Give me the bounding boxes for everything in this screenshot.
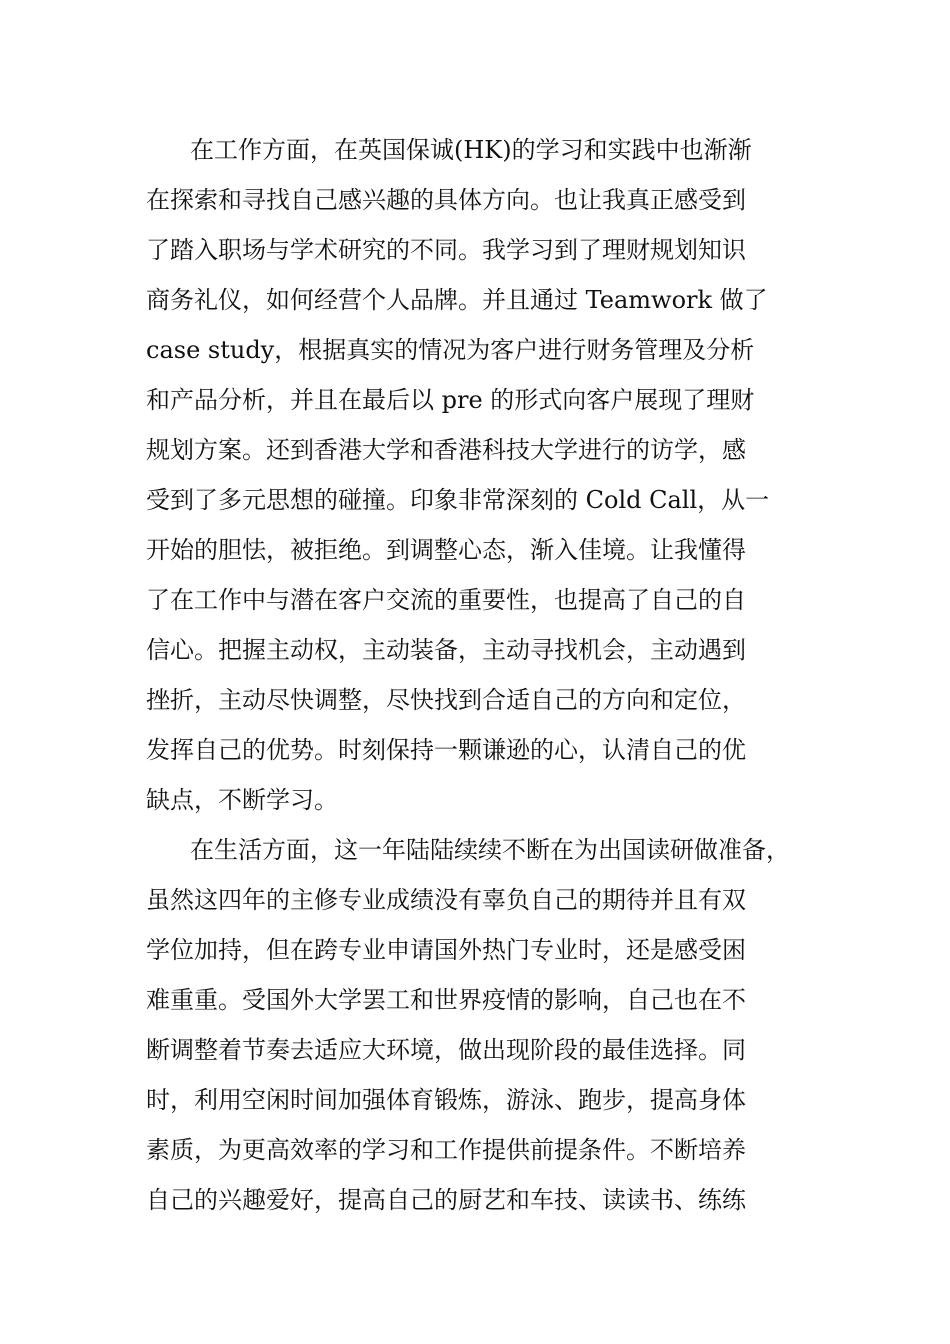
text-line: case study，根据真实的情况为客户进行财务管理及分析: [146, 336, 755, 364]
text-line: 受到了多元思想的碰撞。印象非常深刻的 Cold Call，从一: [146, 486, 770, 514]
paragraph-life: [146, 825, 810, 1225]
text-line: 在生活方面，这一年陆陆续续不断在为出国读研做准备，: [190, 836, 790, 864]
text-line: 和产品分析，并且在最后以 pre 的形式向客户展现了理财: [146, 386, 755, 414]
text-line: 在工作方面，在英国保诚(HK)的学习和实践中也渐渐: [190, 136, 752, 164]
text-line: 了踏入职场与学术研究的不同。我学习到了理财规划知识: [146, 236, 746, 264]
text-line: 发挥自己的优势。时刻保持一颗谦逊的心，认清自己的优: [146, 736, 746, 764]
text-line: 学位加持，但在跨专业申请国外热门专业时，还是感受困: [146, 936, 746, 964]
text-line: 断调整着节奏去适应大环境，做出现阶段的最佳选择。同: [146, 1036, 746, 1064]
text-line: 挫折，主动尽快调整，尽快找到合适自己的方向和定位，: [146, 686, 746, 714]
text-line: 虽然这四年的主修专业成绩没有辜负自己的期待并且有双: [146, 886, 746, 914]
text-line: 难重重。受国外大学罢工和世界疫情的影响，自己也在不: [146, 986, 746, 1014]
text-line: 商务礼仪，如何经营个人品牌。并且通过 Teamwork 做了: [146, 286, 768, 314]
document-body: [146, 125, 810, 1225]
text-line: 时，利用空闲时间加强体育锻炼，游泳、跑步，提高身体: [146, 1086, 746, 1114]
text-line: 自己的兴趣爱好，提高自己的厨艺和车技、读读书、练练: [146, 1186, 746, 1214]
text-line: 开始的胆怯，被拒绝。到调整心态，渐入佳境。让我懂得: [146, 536, 746, 564]
text-line: 信心。把握主动权，主动装备，主动寻找机会，主动遇到: [146, 636, 746, 664]
paragraph-work: [146, 125, 810, 825]
text-line: 在探索和寻找自己感兴趣的具体方向。也让我真正感受到: [146, 186, 746, 214]
text-line: 素质，为更高效率的学习和工作提供前提条件。不断培养: [146, 1136, 746, 1164]
text-line: 规划方案。还到香港大学和香港科技大学进行的访学，感: [146, 436, 746, 464]
text-line: 了在工作中与潜在客户交流的重要性，也提高了自己的自: [146, 586, 746, 614]
text-line: 缺点，不断学习。: [146, 786, 338, 814]
